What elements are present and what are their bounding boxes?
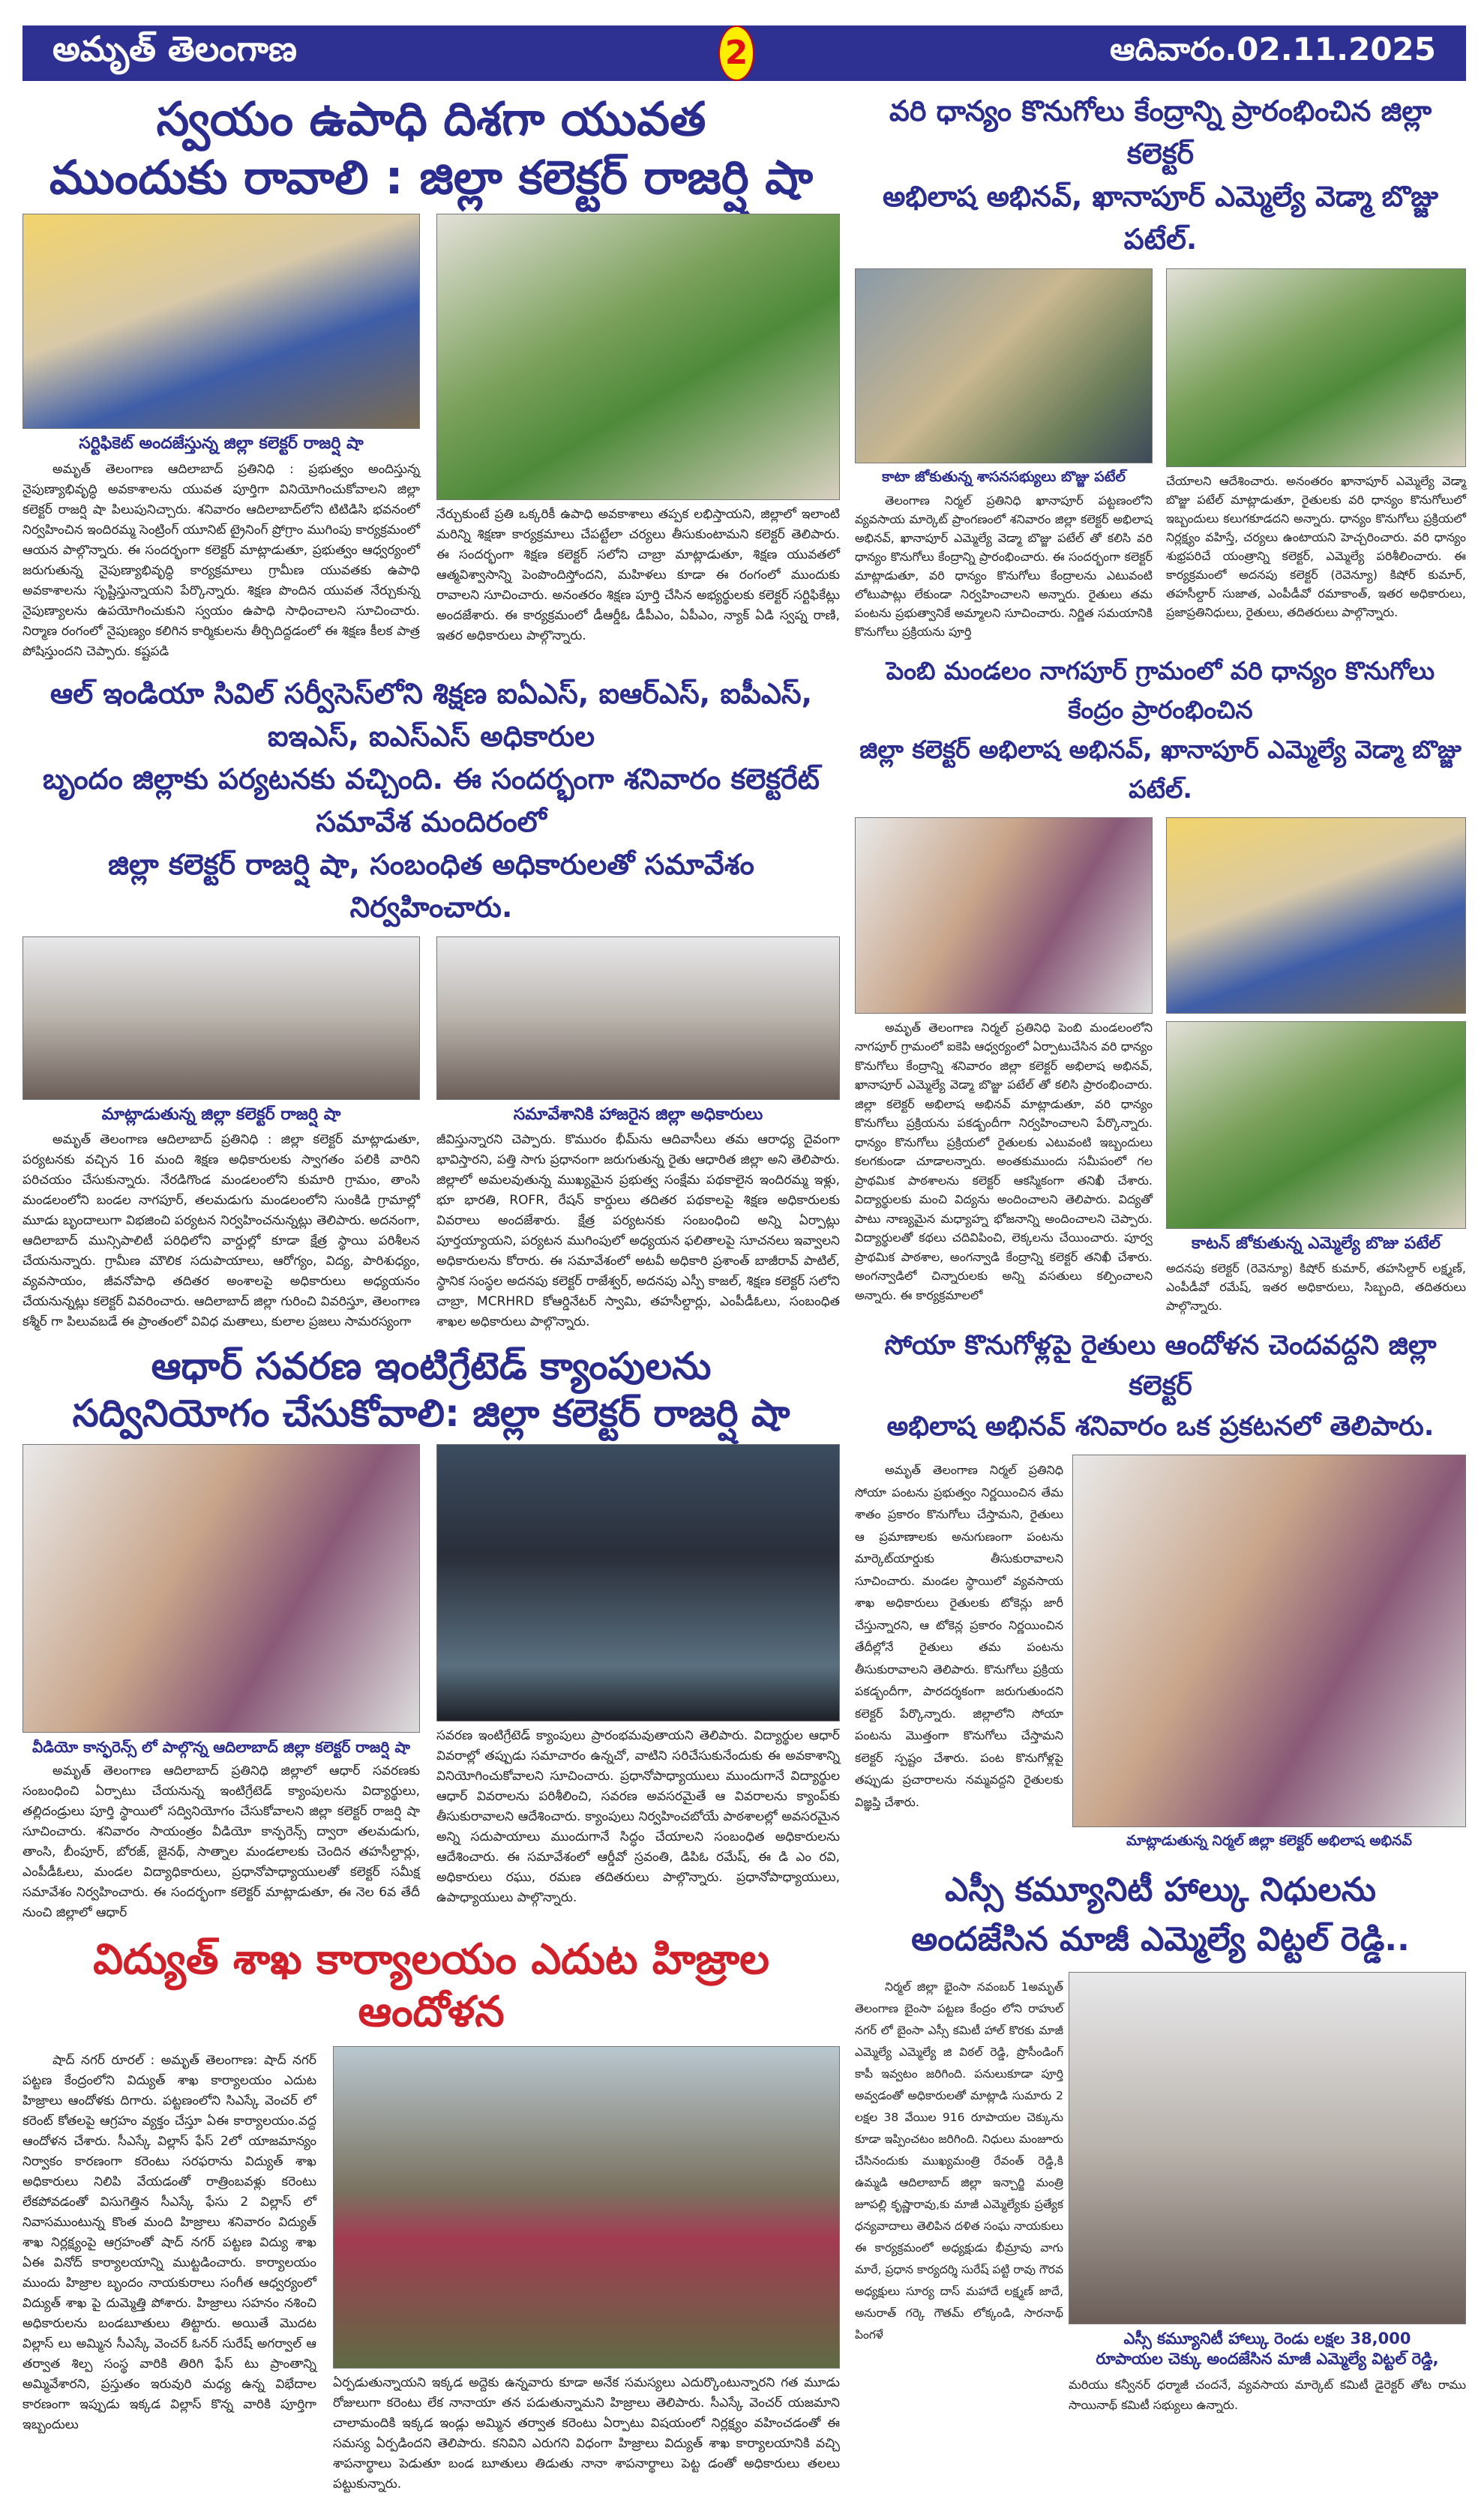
article-body: తెలంగాణ నిర్మల్ ప్రతినిధి ఖానాపూర్ పట్టణంలోని వ్యవసాయ మార్కెట్ ప్రాంగణంలో శనివారం జిల్లా కలెక్టర్ అభిలాష అభినవ్, ఖానాపూర్ ఎమ్మెల్యే వెడ్మా బొజ్జు పటేల్ తో కలిసి వరి ధాన్యం కొనుగోలు కేంద్రాన్ని ప్రారంభించారు. ఈ సందర్భంగా కలెక్టర్ మాట్లాడుతూ, వరి ధాన్యం కొనుగోలు కేంద్రాలను ఎటువంటి లోటుపాట్లు లేకుండా నిర్వహించాలని అన్నారు. రైతులు తమ పంటను ప్రభుత్వానికే అమ్మాలని సూచించారు. నిర్ణిత సమయానికి కొనుగోలు ప్రక్రియను పూర్తి (855, 493, 1153, 639)
article-8 (855, 1865, 1466, 2415)
photo-weighing-grain (855, 268, 1153, 463)
headline-line: ముందుకు రావాలి : జిల్లా కలెక్టర్ రాజర్షి షా (49, 149, 814, 205)
article-4-headline: విద్యుత్ శాఖ కార్యాలయం ఎదుట హిజ్రాల ఆందోళన (93, 1935, 769, 2037)
photo-trainees-group (436, 214, 840, 500)
article-body: చేయాలని ఆదేశించారు. అనంతరం ఖానాపూర్ ఎమ్మెల్యే వెడ్మా బొజ్జు పటేల్ మాట్లాడుతూ, రైతులకు వరి ధాన్యం కొనుగోలులో ఇబ్బందులు కలుగకూడదని అన్నారు. ధాన్యం కొనుగోలు ప్రక్రియలో నిర్లక్ష్యం వహిస్తే, చర్యలు ఉంటాయని హెచ్చరించారు. వరి ధాన్యం శుభ్రపరిచే యంత్రాన్ని కలెక్టర్, ఎమ్మెల్యే పరిశీలించారు. ఈ కార్యక్రమంలో అదనపు కలెక్టర్ (రెవెన్యూ) కిషోర్ కుమార్, తహసీల్దార్ సుజాత, ఎంపీడీవో రమాకాంత్, ఇతర అధికారులు, ప్రజాప్రతినిధులు, రైతులు, తదితరులు పాల్గొన్నారు. (1166, 474, 1466, 619)
photo-collector-abhilasha (1072, 1455, 1466, 1827)
photo-caption (1069, 2329, 1466, 2370)
photo-cheque-handover (1069, 1972, 1466, 2324)
issue-date: ఆదివారం.02.11.2025 (1109, 31, 1436, 67)
photo-caption: మాట్లాడుతున్న జిల్లా కలెక్టర్ రాజర్షి షా (101, 1104, 341, 1124)
headline-line: వరి ధాన్యం కొనుగోలు కేంద్రాన్ని ప్రారంభించిన జిల్లా కలెక్టర్ (889, 94, 1432, 170)
headline-line: సద్వినియోగం చేసుకోవాలి: జిల్లా కలెక్టర్ రాజర్షి షా (72, 1391, 790, 1435)
photo-caption: కాటా జోకుతున్న శాసనసభ్యులు బొజ్జు పటేల్ (882, 469, 1126, 485)
article-body: షాద్ నగర్ రూరల్ : అమృత్ తెలంగాణ: షాద్ నగర్ పట్టణ కేంద్రంలోని విద్యుత్ శాఖ కార్యాలయం ఎదుట హిజ్రాలు ఆందోళకు దిగారు. పట్టణంలోని సిఎస్కే వెంచర్ లో కరెంట్ కోతలపై ఆగ్రహం వ్యక్తం చేస్తూ ఏఈ కార్యాలయం.వద్ద ఆందోళన చేశారు. సీఎస్కే విల్లాస్ ఫేస్ 2లో యాజమాన్యం నిర్వాకం కారణంగా కరెంటు సరఫరాను విద్యుత్ శాఖ అధికారులు నిలిపి వేయడంతో రాత్రింబవళ్లు కరెంటు లేకపోవడంతో విసుగెత్తిన సీఎస్కే ఫేసు 2 విల్లాస్ లో నివాసముంటున్న కొంత మంది హిజ్రాలు శనివారం విద్యుత్ శాఖ నిర్లక్ష్యంపై ఆగ్రహంతో షాద్ నగర్ పట్టణ విద్యు శాఖ ఏఈ వినోద్ కార్యాలయాన్ని ముట్టడించారు. కార్యాలయం ముందు హిజ్రాల బృందం నాయకురాలు సంగీత ఆధ్వర్యంలో విద్యుత్ శాఖ పై దుమ్మెత్తి పోశారు. హిజ్రాలు సహనం నశించి అధికారులను బండబూతులు తిట్టారు. అయితే మొదట విల్లాస్ లు అమ్మిన సీఎస్కే వెంచర్ ఓనర్ సురేష్ అగర్వాల్ ఆ తర్వాత శిల్ప సంస్థ వారికి తిరిగి ఫేస్ టు ప్రాంతాన్ని అమ్మివేశారని, ప్రస్తుతం ఇరువురి మధ్య ఉన్న విభేదాల కారణంగా ఇప్పుడు ఇక్కడ విల్లాస్ కొన్న వారికి పూర్తిగా ఇబ్బందులు (22, 2053, 316, 2433)
right-column (855, 87, 1466, 2426)
article-4 (22, 1934, 840, 2495)
headline-line: అభిలాష అభినవ్ శనివారం ఒక ప్రకటనలో తెలిపారు. (886, 1411, 1435, 1443)
article-2 (22, 673, 840, 1333)
article-body: అమృత్ తెలంగాణ నిర్మల్ ప్రతినిధి పెంబి మండలంలోని నాగపూర్ గ్రామంలో ఐకెపి ఆధ్వర్యంలో ఏర్పాటుచేసిన వరి ధాన్యం కొనుగోలు కేంద్రాన్ని శనివారం జిల్లా కలెక్టర్ అభిలాష అభినవ్, ఖానాపూర్ ఎమ్మెల్యే వెడ్మా బొజ్జు పటేల్ తో కలిసి ప్రారంభించారు. జిల్లా కలెక్టర్ అభిలాష అభినవ్ మాట్లాడుతూ, వరి ధాన్యం కొనుగోలు ప్రక్రియను పకడ్బందీగా నిర్వహించాలని పేర్కొన్నారు. ధాన్యం కొనుగోలు ప్రక్రియలో రైతులకు ఎటువంటి ఇబ్బందులు కలగకుండా చూడాలన్నారు. అంతకుముందు సమీపంలో గల ప్రాథమిక పాఠశాలను కలెక్టర్ ఆకస్మికంగా తనిఖీ చేశారు. విద్యార్థులకు మంచి విద్యను అందించాలని తెలిపారు. విద్యతో పాటు నాణ్యమైన మధ్యాహ్న భోజనాన్ని అందించాలని చెప్పారు. విద్యార్థులతో కథలు చదివిపించి, లెక్కలను చేయించారు. పూర్వ ప్రాథమిక పాఠశాల, అంగన్వాడి కేంద్రాన్ని కలెక్టర్ తనిఖీ చేశారు. అంగన్వాడిలో చిన్నారులకు అన్ని వసతులు కల్పించాలని అన్నారు. ఈ కార్యక్రమాలలో (855, 1020, 1153, 1302)
article-body: సవరణ ఇంటిగ్రేటెడ్ క్యాంపులు ప్రారంభమవుతాయని తెలిపారు. విద్యార్థుల ఆధార్ వివరాల్లో తప్పుడు సమాచారం ఉన్నచో, వాటిని సరిచేసుకునేందుకు ఈ అవకాశాన్ని వినియోగించుకోవాలని సూచించారు. ప్రధానోపాధ్యాయులు ముందుగానే విద్యార్థుల ఆధార్ వివరాలను పరిశీలించి, సవరణ అవసరమైతే ఆ వివరాలను క్యాంప్‌కు తీసుకురావాలని ఆదేశించారు. క్యాంపులు నిర్వహించబోయే పాఠశాలల్లో అవసరమైన అన్ని సదుపాయాలు ముందుగానే సిద్ధం చేయాలని సంబంధిత అధికారులను ఆదేశించారు. ఈ సమావేశంలో ఆర్డీవో స్రవంతి, డిపిఓ రమేష్, ఈ డి ఎం రవి, అధికారులు రఘు, రమణ తదితరులు పాల్గొన్నారు. ప్రధానోపాధ్యాయులు, ఉపాధ్యాయులు పాల్గొన్నారు. (436, 1728, 840, 1906)
article-3 (22, 1343, 840, 1923)
headline-line: ఆల్ ఇండియా సివిల్ సర్వీసెస్‌లోని శిక్షణ ఐఏఎస్, ఐఆర్ఎస్, ఐపీఎస్, ఐఇఎస్, ఐఎస్ఎస్ అధికారుల (49, 676, 813, 753)
article-1 (22, 90, 840, 662)
headline-line: అభిలాష అభినవ్, ఖానాపూర్ ఎమ్మెల్యే వెడ్మా బొజ్జు పటేల్. (882, 180, 1439, 256)
article-2-headline (22, 673, 840, 929)
photo-collector-speaking (22, 936, 420, 1100)
headline-line: స్వయం ఉపాధి దిశగా యువత (156, 91, 706, 146)
photo-caption: సర్టిఫికెట్ అందజేస్తున్న జిల్లా కలెక్టర్ రాజర్షి షా (79, 434, 364, 453)
article-6 (855, 652, 1466, 1316)
photo-grain-cleaning-machine (1166, 268, 1466, 467)
headline-line: బృందం జిల్లాకు పర్యటనకు వచ్చింది. ఈ సందర్భంగా శనివారం కలెక్టరేట్ సమావేశ మందిరంలో (43, 762, 820, 838)
article-7-headline (855, 1326, 1466, 1447)
article-body: జీవిస్తున్నారని చెప్పారు. కొమురం భీమ్‌ను ఆదివాసీలు తమ ఆరాధ్య దైవంగా భావిస్తారని, పత్తి సాగు ప్రధానంగా జరుగుతున్న రైతు ఆధారిత జిల్లా అని తెలిపారు. జిల్లాలో అమలవుతున్న ముఖ్యమైన ప్రభుత్వ సంక్షేమ పథకాలైన ఇందిరమ్మ ఇళ్లు, భూ భారతి, ROFR, రేషన్ కార్డులు తదితర పథకాలపై శిక్షణ అధికారులకు వివరాలు అందజేశారు. క్షేత్ర పర్యటనకు సంబంధించి అన్ని ఏర్పాట్లు పూర్తయ్యాయని, పర్యటన ముగింపులో అధ్యయన ఫలితాలపై సూచనలు ఇవ్వాలని అధికారులను కోరారు. ఈ సమావేశంలో అటవీ అధికారి ప్రశాంత్ బాజీరావ్ పాటిల్, స్థానిక సంస్థల అదనపు కలెక్టర్ రాజేశ్వర్, అదనపు ఎస్పీ కాజల్, శిక్షణ కలెక్టర్ సలోని చాబ్రా, MCRHRD కోఆర్డినేటర్ స్వామి, తహసీల్దార్లు, ఎంపీడీఓలు, సంబంధిత శాఖల అధికారులు పాల్గొన్నారు. (436, 1132, 840, 1330)
photo-school-inspection (855, 817, 1153, 1014)
article-7 (855, 1326, 1466, 1855)
article-8-headline (855, 1865, 1466, 1964)
newspaper-title: అమృత్ తెలంగాణ (52, 28, 297, 69)
article-5-headline (855, 90, 1466, 261)
photo-caption: కాటన్ జోకుతున్న ఎమ్మెల్యే బొజు పటేల్ (1191, 1233, 1441, 1253)
caption-line: రూపాయల చెక్కు అందజేసిన మాజీ ఎమ్మెల్యే విట్టల్ రెడ్డి, (1096, 2350, 1439, 2369)
masthead-band (22, 25, 1466, 81)
photo-collector-at-desk (22, 1444, 420, 1733)
article-3-headline (22, 1343, 840, 1437)
article-body: అదనపు కలెక్టర్ (రెవెన్యూ) కిషోర్ కుమార్, తహసిల్దార్ లక్ష్మణ్, ఎంపీడీవో రమేష్, ఇతర అధికారులు, సిబ్బంది, తదితరులు పాల్గొన్నారు. (1166, 1261, 1466, 1314)
page-columns (22, 87, 1466, 2505)
photo-caption: సమావేశానికి హాజరైన జిల్లా అధికారులు (513, 1104, 763, 1124)
photo-protest (333, 2046, 840, 2369)
article-body: మరియు కన్వీనర్ ధర్మాజీ చందనే, వ్యవసాయ మార్కెట్ కమిటీ డైరెక్టర్ తోట రాము సాయినాథ్ కమిటీ సభ్యులు ఉన్నారు. (1069, 2377, 1466, 2412)
article-body: నేర్చుకుంటే ప్రతి ఒక్కరికీ ఉపాధి అవకాశాలు తప్పక లభిస్తాయని, జిల్లాలో ఇలాంటి మరిన్ని శిక్షణా కార్యక్రమాలు చేపట్టేలా చర్యలు తీసుకుంటామని కలెక్టర్ తెలిపారు. ఈ సందర్భంగా శిక్షణ కలెక్టర్ సలోని చాబ్రా మాట్లాడుతూ, శిక్షణ యువతలో ఆత్మవిశ్వాసాన్ని పెంపొందిస్తోందని, మహిళలు కూడా ఈ రంగంలో ముందుకు రావాలని సూచించారు. అనంతరం శిక్షణ పూర్తి చేసిన అభ్యర్థులకు కలెక్టర్ సర్టిఫికేట్లు అందజేశారు. ఈ కార్యక్రమంలో డీఆర్డీఓ డీపీఎం, ఏపీఎం, న్యాక్ ఏడి స్వప్న రాణి, ఇతర అధికారులు పాల్గొన్నారు. (436, 507, 840, 643)
headline-line: జిల్లా కలెక్టర్ రాజర్షి షా, సంబంధిత అధికారులతో సమావేశం నిర్వహించారు. (108, 847, 754, 924)
photo-anganwadi-children (1166, 817, 1466, 1014)
article-body: అమృత్ తెలంగాణ ఆదిలాబాద్ ప్రతినిధి : ప్రభుత్వం అందిస్తున్న నైపుణ్యాభివృద్ధి అవకాశాలను యువత పూర్తిగా వినియోగించుకోవాలని జిల్లా కలెక్టర్ రాజర్షి షా పిలుపునిచ్చారు. శనివారం ఆదిలాబాద్‌లోని టిటిడిసి భవనంలో నిర్వహించిన ఇందిరమ్మ సెంట్రింగ్ యూనిట్ ట్రైనింగ్ ప్రోగ్రాం ముగింపు కార్యక్రమంలో ఆయన పాల్గొన్నారు. ఈ సందర్భంగా కలెక్టర్ మాట్లాడుతూ, ప్రభుత్వం ఆధ్వర్యంలో జరుగుతున్న నైపుణ్యాభివృద్ధి కార్యక్రమాలు గ్రామీణ యువతకు ఉపాధి అవకాశాలను సృష్టిస్తున్నాయని పేర్కొన్నారు. శిక్షణ పొందిన యువత నేర్చుకున్న నైపుణ్యాలను ఉపయోగించుకుని స్వయం ఉపాధి సాధించాలని సూచించారు. నిర్మాణ రంగంలో నైపుణ్యం కలిగిన కార్మికులను తీర్చిదిద్దడంలో ఈ శిక్షణ కీలక పాత్ర పోషిస్తుందని చెప్పారు. కష్టపడి (22, 461, 420, 659)
photo-mla-weighing-cotton (1166, 1021, 1466, 1229)
article-body: నిర్మల్ జిల్లా భైంసా నవంబర్ 1అమృత్ తెలంగాణ బైంసా పట్టణ కేంద్రం లోని రాహుల్ నగర్ లో బైంసా ఎస్సీ కమిటీ హాల్ కొరకు మాజీ ఎమ్మెల్యే ఎమ్మెల్యే జి విఠల్ రెడ్డి, ప్రొసీండింగ్ కాపీ ఇవ్వటం జరిగింది. పనులుకూడా పూర్తి అవ్వడంతో అధికారులతో మాట్లాడి సుమారు 2 లక్షల 38 వేయిల 916 రూపాయల చెక్కును కూడా ఇప్పించటం జరిగింది. నిధులు మంజూరు చేసినందుకు ముఖ్యమంత్రి రేవంత్ రెడ్డి,కి ఉమ్మడి ఆదిలాబాద్ జిల్లా ఇన్చార్జి మంత్రి జూపల్లి కృష్ణారావు,కు మాజీ ఎమ్మెల్యేకు ప్రత్యేక ధన్యవాదాలు తెలిపిన దళిత సంఘ నాయకులు ఈ కార్యక్రమంలో అధ్యక్షుడు భీమ్రావు వాగు మారే, ప్రధాన కార్యదర్శి సురేష్ పట్టి రావు గౌరవ అధ్యక్షులు సూర్య దాస్ మహాదే లక్ష్మణ్ జాదే, అనురాత్ గర్కె గౌతమ్ లోక్కండి, సారనాథ్ పింగళే (855, 1980, 1063, 2342)
headline-line: ఆధార్ సవరణ ఇంటిగ్రేటెడ్ క్యాంపులను (151, 1344, 712, 1389)
headline-line: అందజేసిన మాజీ ఎమ్మెల్యే విట్టల్ రెడ్డి.. (911, 1920, 1410, 1959)
caption-line: ఎస్సీ కమ్యూనిటీ హాల్కు రెండు లక్షల 38,000 (1123, 2330, 1411, 2348)
article-body: అమృత్ తెలంగాణ ఆదిలాబాద్ ప్రతినిధి జిల్లాలో ఆధార్ సవరణకు సంబంధించి ఏర్పాటు చేయనున్న ఇంటిగ్రేటెడ్ క్యాంపులను విద్యార్థులు, తల్లిదండ్రులు పూర్తి స్థాయిలో సద్వినియోగం చేసుకోవాలని జిల్లా కలెక్టర్ రాజర్షి షా సూచించారు. శనివారం సాయంత్రం వీడియో కాన్ఫరెన్స్ ద్వారా తలమడుగు, తాంసి, బీంపూర్, బోరజ్, జైనథ్, సాత్నాల మండలాలకు చెందిన తహసీల్దార్లు, ఎంపీడీఓలు, మండల విద్యాధికారులు, ప్రధానోపాధ్యాయులతో కలెక్టర్ సమీక్ష సమావేశం నిర్వహించారు. ఈ సందర్భంగా కలెక్టర్ మాట్లాడుతూ, ఈ నెల 6వ తేదీ నుంచి జిల్లాలో ఆధార్ (22, 1763, 420, 1921)
photo-meeting-hall (436, 936, 840, 1100)
headline-line: జిల్లా కలెక్టర్ అభిలాష అభినవ్, ఖానాపూర్ ఎమ్మెల్యే వెడ్మా బొజ్జు పటేల్. (859, 735, 1462, 805)
article-1-headline (22, 90, 840, 206)
photo-video-conference-screen (436, 1444, 840, 1721)
photo-caption: మాట్లాడుతున్న నిర్మల్ జిల్లా కలెక్టర్ అభిలాష అభినవ్ (1126, 1832, 1413, 1850)
photo-certificate-handover (22, 214, 420, 429)
headline-line: పెంబి మండలం నాగపూర్ గ్రామంలో వరి ధాన్యం కొనుగోలు కేంద్రం ప్రారంభించిన (886, 655, 1435, 725)
article-6-headline (855, 652, 1466, 810)
article-body: అమృత్ తెలంగాణ ఆదిలాబాద్ ప్రతినిధి : జిల్లా కలెక్టర్ మాట్లాడుతూ, పర్యటనకు వచ్చిన 16 మంది శిక్షణ అధికారులకు స్వాగతం పలికి వారిని పరిచయం చేసుకున్నారు. నేరడిగొండ మండలంలోని కుమారి గ్రామం, తాంసి మండలంలోని బండల నాగపూర్, తలమడుగు మండలంలోని సుంకిడి గ్రామాల్లో మూడు బృందాలుగా విభజించి పర్యటన నిర్వహించనున్నట్లు తెలిపారు. అదనంగా, ఆదిలాబాద్ మున్సిపాలిటీ పరిధిలోని వార్డుల్లో కూడా క్షేత్ర స్థాయి పరిశీలన చేయనున్నారు. గ్రామీణ మౌలిక సదుపాయాలు, ఆరోగ్యం, విద్య, పారిశుధ్యం, వ్యవసాయం, జీవనోపాధి తదితర అంశాలపై అధికారులు అధ్యయనం చేయనున్నట్లు కలెక్టర్ వివరించారు. ఆదిలాబాద్ జిల్లా గురించి వివరిస్తూ, తెలంగాణ కశ్మీర్ గా పిలువబడే ఈ ప్రాంతంలో వివిధ మతాలు, కులాల ప్రజలు సామరస్యంగా (22, 1132, 420, 1330)
left-column (22, 87, 840, 2505)
article-body: ఏర్పడుతున్నాయని ఇక్కడ అద్దెకు ఉన్నవారు కూడా అనేక సమస్యలు ఎదుర్కొంటున్నారని గత మూడు రోజులుగా కరెంటు లేక నానాయా తన పడుతున్నామని హిజ్రాలు తెలిపారు. సీఎస్కే వెంచర్ యజమాని చాలామందికి ఇక్కడ ఇండ్లు అమ్మిన తర్వాత కరెంటు ఏర్పాటు విషయంలో నిర్లక్ష్యం వహించడంతో ఈ సమస్య ఏర్పడిందని తెలిపారు. కనివిని ఎరుగని విధంగా హిజ్రాలు విద్యుత్ శాఖ కార్యాలయానికి వచ్చి శాపనార్థాలు పెడుతూ బండ బూతులు తిడుతు నానా శాపనార్థాలు పెట్ట డంతో అధికారులు తలలు పట్టుకున్నారు. (333, 2375, 840, 2492)
page-number-badge: 2 (718, 25, 754, 81)
photo-caption: వీడియో కాన్ఫరెన్స్ లో పాల్గొన్న ఆదిలాబాద్ జిల్లా కలెక్టర్ రాజర్షి షా (32, 1738, 410, 1757)
article-5 (855, 90, 1466, 641)
article-body: అమృత్ తెలంగాణ నిర్మల్ ప్రతినిధి సోయా పంటను ప్రభుత్వం నిర్ణయించిన తేమ శాతం ప్రకారం కొనుగోలు చేస్తామని, రైతులు ఆ ప్రమాణాలకు అనుగుణంగా పంటను మార్కెట్‌యార్డుకు తీసుకురావాలని సూచించారు. మండల స్థాయిలో వ్యవసాయ శాఖ అధికారులు రైతులకు టోకెన్లు జారీ చేస్తున్నారని, ఆ టోకెన్ల ప్రకారం నిర్ణయించిన తేదీల్లోనే రైతులు తమ పంటను తీసుకురావాలని తెలిపారు. కొనుగోలు ప్రక్రియ పకడ్బందీగా, పారదర్శకంగా జరుగుతుందని కలెక్టర్ పేర్కొన్నారు. జిల్లాలోని సోయా పంటను మొత్తంగా కొనుగోలు చేస్తామని కలెక్టర్ స్పష్టం చేశారు. పంట కొనుగోళ్లపై తప్పుడు ప్రచారాలను నమ్మవద్దని రైతులకు విజ్ఞప్తి చేశారు. (855, 1463, 1063, 1809)
headline-line: సోయా కొనుగోళ్లపై రైతులు ఆందోళన చెందవద్దని జిల్లా కలెక్టర్ (884, 1330, 1437, 1402)
headline-line: ఎస్సీ కమ్యూనిటీ హాల్కు నిధులను (945, 1871, 1376, 1910)
